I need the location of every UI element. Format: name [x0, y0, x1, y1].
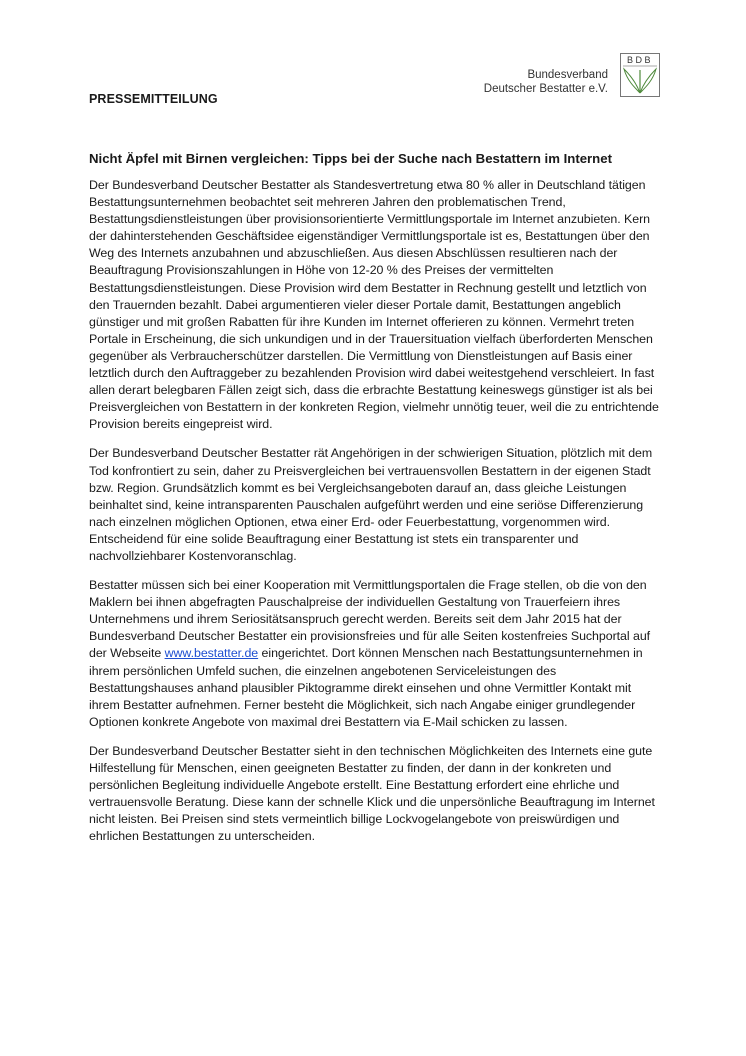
paragraph-3	[89, 577, 661, 731]
logo-lettering: BDB	[626, 55, 654, 65]
bdb-logo-icon	[620, 53, 660, 97]
org-name-line-2: Deutscher Bestatter e.V.	[483, 83, 608, 95]
organization-name	[484, 68, 608, 96]
paragraph-3-text-b: eingerichtet. Dort können Menschen nach Bestattungsunternehmen in ihrem persönlichen Umfeld suchen, die einzelnen angebotenen Serviceleistungen des Bestattungshauses anhand plausibler Piktogramme direkt einsehen und ohne Vermittler Kontakt mit ihrem Bestatter aufnehmen. Ferner besteht die Möglichkeit, sich nach Angabe einiger grundlegender Optionen konkrete Angebote von maximal drei Bestattern via E-Mail schicken zu lassen.	[89, 646, 643, 729]
paragraph-1: Der Bundesverband Deutscher Bestatter als Standesvertretung etwa 80 % aller in Deutschland tätigen Bestattungsunternehmen beobachtet seit mehreren Jahren den problematischen Trend, Bestattungsdienstleistungen über provisionsorientierte Vermittlungsportale im Internet anzubieten. Kern der dahinterstehenden Geschäftsidee eigenständiger Vermittlungsportale ist es, Bestattungen über den Weg des Internets anzubahnen und abzuschließen. Aus diesen Abschlüssen resultieren nach der Beauftragung Provisionszahlungen in Höhe von 12-20 % des Preises der vermittelten Bestattungsdienstleistungen. Diese Provision wird dem Bestatter in Rechnung gestellt und letztlich von den Trauernden bezahlt. Dabei argumentieren vieler dieser Portale damit, Bestattungen angeblich günstiger und mit großen Rabatten für ihre Kunden im Internet offerieren zu können. Vermehrt treten Portale in Erscheinung, die sich unkundigen und in der Trauersituation vielfach überforderten Menschen gegenüber als Verbraucherschützer darstellen. Die Vermittlung von Dienstleistungen auf Basis einer letztlich durch den Auftraggeber zu bezahlenden Provision wird dabei weitestgehend verschleiert. In fast allen derart belegbaren Fällen zeigt sich, dass die erbrachte Bestattung keineswegs günstiger ist als bei Preisvergleichen von Bestattern in der konkreten Region, vielmehr unnötig teuer, weil die zu entrichtende Provision bereits eingepreist wird.	[89, 178, 659, 432]
paragraph-2: Der Bundesverband Deutscher Bestatter rät Angehörigen in der schwierigen Situation, plötzlich mit dem Tod konfrontiert zu sein, daher zu Preisvergleichen bei vertrauensvollen Bestattern in der eigenen Stadt bzw. Region. Grundsätzlich kommt es bei Vergleichsangeboten darauf an, dass gleiche Leistungen beinhaltet sind, keine intransparenten Pauschalen aufgeführt werden und eine seriöse Differenzierung nach einzelnen möglichen Optionen, etwa einer Erd- oder Feuerbestattung, vorgenommen wird. Entscheidend für eine solide Beauftragung einer Bestattung ist stets ein transparenter und nachvollziehbarer Kostenvoranschlag.	[89, 446, 653, 563]
bestatter-website-link[interactable]: www.bestatter.de	[164, 646, 259, 661]
headline: Nicht Äpfel mit Birnen vergleichen: Tipps bei der Suche nach Bestattern im Internet	[89, 151, 612, 166]
article-body	[89, 177, 661, 857]
document-label: PRESSEMITTEILUNG	[89, 92, 218, 106]
paragraph-4: Der Bundesverband Deutscher Bestatter sieht in den technischen Möglichkeiten des Internets eine gute Hilfestellung für Menschen, einen geeigneten Bestatter zu finden, der dann in der konkreten und persönlichen Begleitung individuelle Angebote erstellt. Eine Bestattung erfordert eine ehrliche und vertrauensvolle Beratung. Diese kann der schnelle Klick und die unpersönliche Beauftragung im Internet nicht leisten. Bei Preisen sind stets vermeintlich billige Lockvogelangebote von preiswürdigen und ehrlichen Bestattungen zu unterscheiden.	[89, 743, 655, 844]
org-name-line-1: Bundesverband	[527, 69, 608, 81]
paragraph-3-text-a: Bestatter müssen sich bei einer Kooperation mit Vermittlungsportalen die Frage stellen, ob die von den Maklern bei ihnen abgefragten Pauschalpreise der individuellen Gestaltung von Trauerfeiern ihres Unternehmens und ihrem Seriositätsanspruch gerecht werden. Bereits seit dem Jahr 2015 hat der Bundesverband Deutscher Bestatter ein provisionsfreies und für alle Seiten kostenfreies Suchportal auf der Webseite	[89, 578, 651, 661]
